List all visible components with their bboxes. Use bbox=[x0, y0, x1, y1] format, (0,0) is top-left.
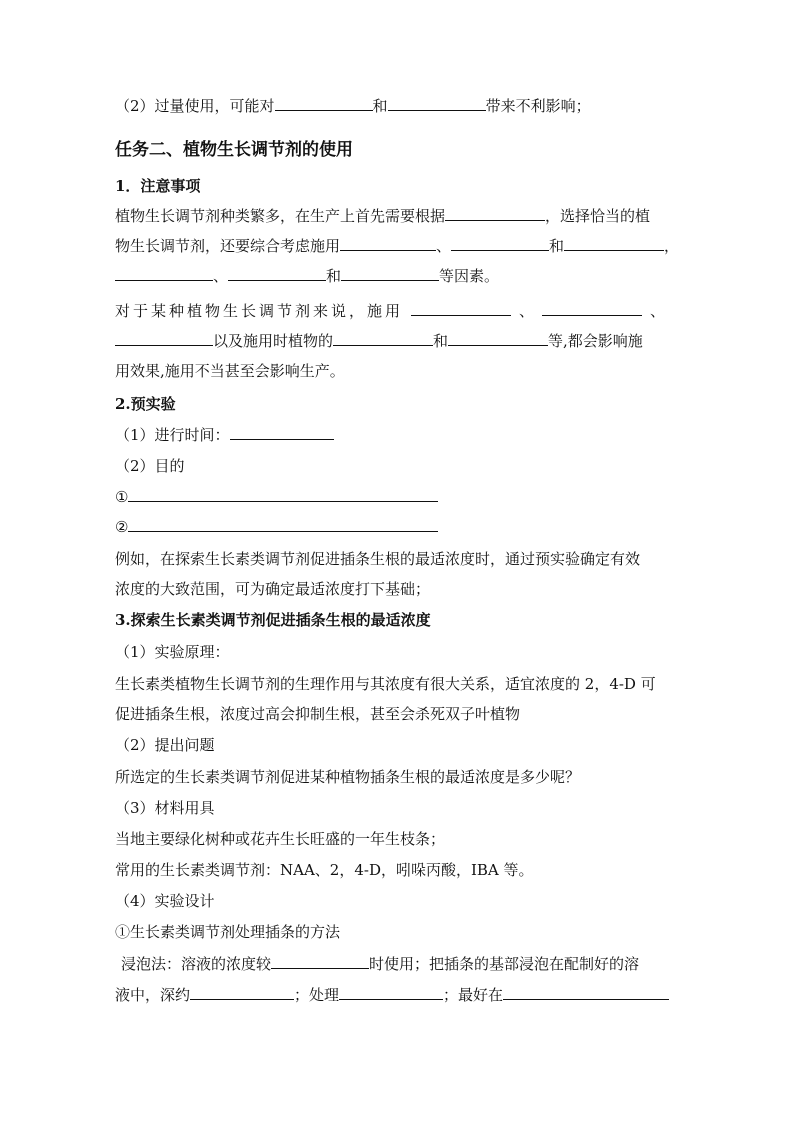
purpose-item-1 bbox=[115, 487, 438, 507]
blank-field[interactable] bbox=[564, 236, 664, 251]
paragraph-line bbox=[115, 236, 679, 256]
blank-field[interactable] bbox=[445, 206, 545, 221]
subitem-materials: （3）材料用具 bbox=[115, 799, 215, 817]
blank-field[interactable] bbox=[411, 301, 511, 316]
blank-field[interactable] bbox=[340, 236, 436, 251]
blank-field[interactable] bbox=[228, 266, 326, 281]
overuse-line bbox=[115, 96, 591, 116]
text: ，选择恰当的植 bbox=[545, 207, 651, 225]
purpose-item-2 bbox=[115, 517, 438, 537]
subitem-purpose: （2）目的 bbox=[115, 457, 185, 475]
paragraph-line bbox=[115, 331, 643, 351]
text: 液中，深约 bbox=[115, 986, 191, 1004]
text: 等因素。 bbox=[439, 267, 500, 285]
paragraph-line bbox=[121, 954, 639, 974]
blank-field[interactable] bbox=[388, 96, 486, 111]
task2-heading: 任务二、植物生长调节剂的使用 bbox=[115, 140, 353, 160]
paragraph-line: 浓度的大致范围，可为确定最适浓度打下基础； bbox=[115, 580, 431, 598]
paragraph-line: 促进插条生根，浓度过高会抑制生根，甚至会杀死双子叶植物 bbox=[115, 705, 521, 723]
text: ② bbox=[115, 518, 129, 536]
blank-field[interactable] bbox=[190, 985, 294, 1000]
text: 植物生长调节剂种类繁多，在生产上首先需要根据 bbox=[115, 207, 446, 225]
text: 浸泡法：溶液的浓度较 bbox=[121, 955, 272, 973]
subitem-principle: （1）实验原理： bbox=[115, 643, 230, 661]
text: （1）进行时间： bbox=[115, 426, 230, 444]
blank-field[interactable] bbox=[271, 954, 369, 969]
section2-heading: 2.预实验 bbox=[115, 395, 176, 413]
text: 和 bbox=[372, 97, 388, 115]
text: 和 bbox=[326, 267, 342, 285]
blank-field[interactable] bbox=[115, 266, 213, 281]
blank-field[interactable] bbox=[341, 266, 439, 281]
text: ① bbox=[115, 488, 129, 506]
blank-field[interactable] bbox=[451, 236, 549, 251]
text: （2）过量使用，可能对 bbox=[115, 97, 275, 115]
blank-field[interactable] bbox=[128, 517, 438, 532]
section1-heading: 1．注意事项 bbox=[115, 177, 201, 195]
text: 物生长调节剂，还要综合考虑施用 bbox=[115, 237, 341, 255]
text: 以及施用时植物的 bbox=[213, 332, 334, 350]
section3-heading: 3.探索生长素类调节剂促进插条生根的最适浓度 bbox=[115, 611, 431, 629]
blank-field[interactable] bbox=[333, 331, 433, 346]
text: 时使用；把插条的基部浸泡在配制好的溶 bbox=[369, 955, 640, 973]
paragraph-line: 当地主要绿化树种或花卉生长旺盛的一年生枝条； bbox=[115, 830, 446, 848]
text: 等,都会影响施 bbox=[548, 332, 643, 350]
text: 带来不利影响； bbox=[485, 97, 591, 115]
text: 、 bbox=[436, 237, 452, 255]
text: ；处理 bbox=[294, 986, 340, 1004]
paragraph-line: 常用的生长素类调节剂：NAA、2，4-D，吲哚丙酸，IBA 等。 bbox=[115, 861, 534, 879]
blank-field[interactable] bbox=[230, 425, 334, 440]
text: ， bbox=[664, 237, 680, 255]
blank-field[interactable] bbox=[448, 331, 548, 346]
paragraph-line bbox=[115, 206, 650, 226]
paragraph-line: ①生长素类调节剂处理插条的方法 bbox=[115, 923, 341, 941]
paragraph-line bbox=[115, 985, 669, 1005]
blank-field[interactable] bbox=[339, 985, 443, 1000]
paragraph-line bbox=[115, 266, 499, 286]
blank-field[interactable] bbox=[503, 985, 669, 1000]
blank-field[interactable] bbox=[115, 331, 213, 346]
blank-field[interactable] bbox=[128, 487, 438, 502]
blank-field[interactable] bbox=[542, 301, 642, 316]
subitem-time bbox=[115, 425, 334, 445]
text: 、 bbox=[519, 302, 535, 320]
subitem-design: （4）实验设计 bbox=[115, 892, 215, 910]
paragraph-line: 所选定的生长素类调节剂促进某种植物插条生根的最适浓度是多少呢？ bbox=[115, 768, 581, 786]
paragraph-line: 生长素类植物生长调节剂的生理作用与其浓度有很大关系，适宜浓度的 2，4-D 可 bbox=[115, 675, 656, 693]
paragraph-line: 用效果,施用不当甚至会影响生产。 bbox=[115, 362, 345, 380]
text: 和 bbox=[433, 332, 449, 350]
paragraph-line: 例如，在探索生长素类调节剂促进插条生根的最适浓度时，通过预实验确定有效 bbox=[115, 550, 641, 568]
paragraph-line bbox=[115, 301, 665, 321]
text: 、 bbox=[650, 302, 666, 320]
text: ；最好在 bbox=[443, 986, 504, 1004]
text: 、 bbox=[213, 267, 229, 285]
blank-field[interactable] bbox=[275, 96, 373, 111]
text: 对于某种植物生长调节剂来说，施用 bbox=[115, 302, 404, 320]
text: 和 bbox=[549, 237, 565, 255]
subitem-question: （2）提出问题 bbox=[115, 736, 215, 754]
